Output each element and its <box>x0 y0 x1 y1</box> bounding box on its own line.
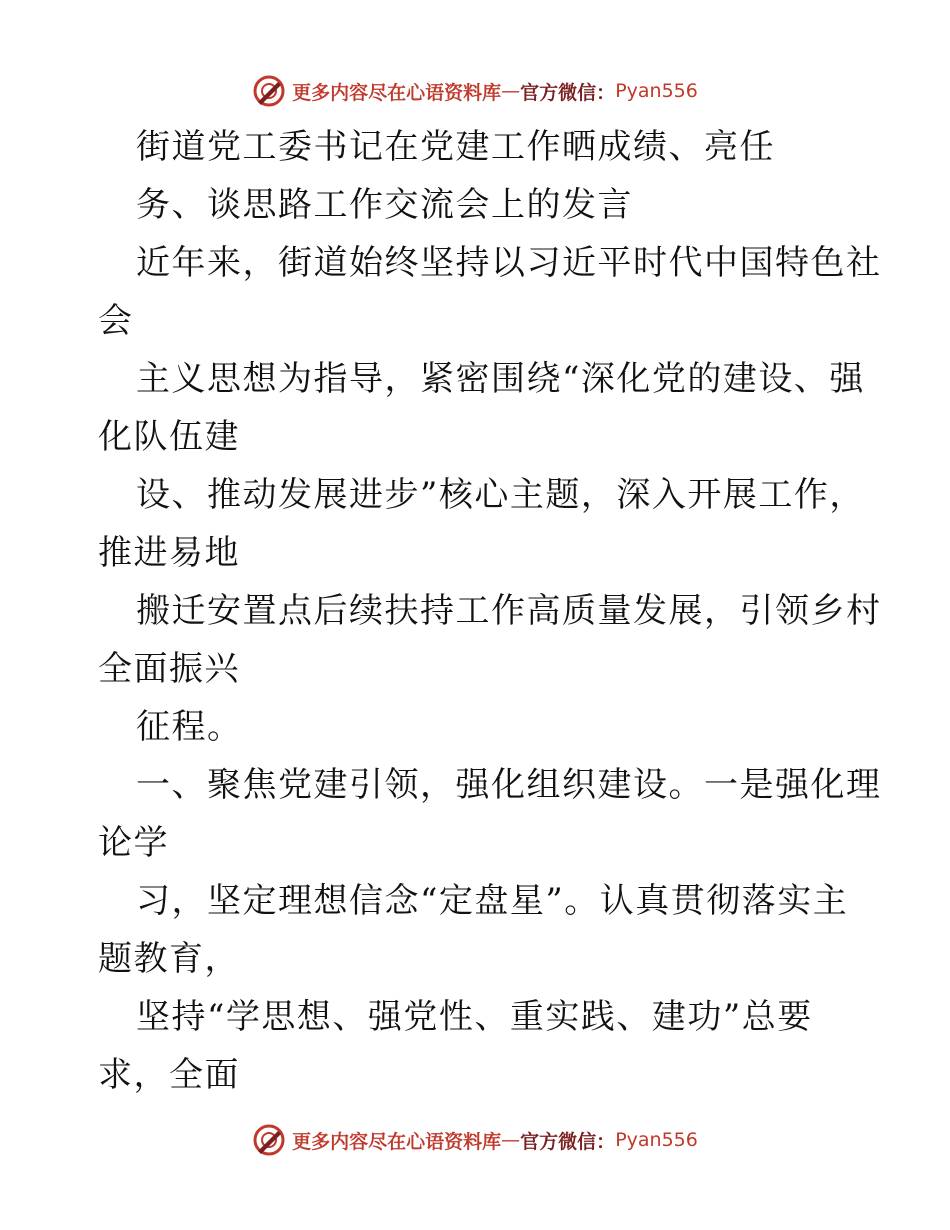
paragraph-line: 化队伍建 <box>98 417 240 457</box>
paragraph-line: 论学 <box>98 823 169 863</box>
title-line: 街道党工委书记在党建工作晒成绩、亮任 <box>136 127 775 167</box>
paragraph-line: 近年来，街道始终坚持以习近平时代中国特色社 <box>136 243 882 283</box>
paragraph-line: 习，坚定理想信念“定盘星”。认真贯彻落实主 <box>136 881 849 921</box>
paragraph-line: 全面振兴 <box>98 649 240 689</box>
title-line: 务、谈思路工作交流会上的发言 <box>136 185 633 225</box>
document-body <box>98 118 882 1104</box>
banner-wechat-label: 官方微信： <box>520 81 616 104</box>
paragraph-line: 推进易地 <box>98 533 240 573</box>
paragraph-line: 求，全面 <box>98 1055 240 1095</box>
paragraph-line: 题教育， <box>98 939 240 979</box>
brand-logo-icon <box>252 1123 286 1157</box>
banner-wechat-label: 官方微信： <box>520 1130 616 1153</box>
paragraph-line: 坚持“学思想、强党性、重实践、建功”总要 <box>136 997 813 1037</box>
section-heading-line: 一、聚焦党建引领，强化组织建设。一是强化理 <box>136 765 882 805</box>
banner-dash: — <box>501 80 521 102</box>
paragraph-line: 征程。 <box>136 707 243 747</box>
banner-wechat-id: Pyan556 <box>615 1129 698 1151</box>
brand-logo-icon <box>252 74 286 108</box>
paragraph-line: 会 <box>98 301 134 341</box>
header-banner <box>0 71 950 111</box>
paragraph-line: 搬迁安置点后续扶持工作高质量发展，引领乡村 <box>136 591 882 631</box>
banner-brand-text: 更多内容尽在心语资料库 <box>292 81 502 104</box>
banner-dash: — <box>501 1129 521 1151</box>
paragraph-line: 主义思想为指导，紧密围绕“深化党的建设、强 <box>136 359 865 399</box>
banner-brand-text: 更多内容尽在心语资料库 <box>292 1130 502 1153</box>
footer-banner <box>0 1120 950 1160</box>
paragraph-line: 设、推动发展进步”核心主题，深入开展工作， <box>136 475 865 515</box>
banner-wechat-id: Pyan556 <box>615 80 698 102</box>
